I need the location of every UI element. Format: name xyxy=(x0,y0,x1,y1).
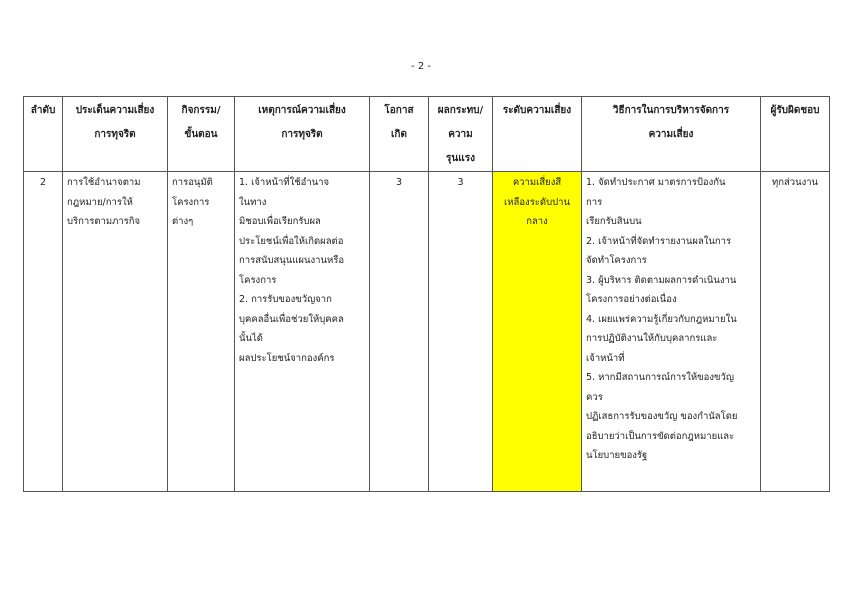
header-likelihood xyxy=(370,97,429,172)
cell-text-line: โครงการ xyxy=(172,196,210,208)
cell-text-line: อธิบายว่าเป็นการขัดต่อกฎหมายและ xyxy=(586,430,735,442)
cell-text-line: ผลกระทบ/ xyxy=(437,105,484,116)
cell-text-line: 2. เจ้าหน้าที่จัดทำรายงานผลในการ xyxy=(586,235,732,247)
cell-text-line: การทุจริต xyxy=(281,129,323,140)
cell-text-line: ความเสี่ยงสี xyxy=(512,177,562,188)
cell-text-line: โครงการอย่างต่อเนื่อง xyxy=(586,294,677,305)
cell-text-line: ทุกส่วนงาน xyxy=(771,177,819,188)
cell-text-line: การปฏิบัติงานให้กับบุคลากรและ xyxy=(586,333,718,344)
cell-text-line: ความเสี่ยง xyxy=(648,129,694,140)
cell-text-line: ผู้รับผิดชอบ xyxy=(770,105,820,116)
header-activity xyxy=(168,97,235,172)
cell-text-line: วิธีการในการบริหารจัดการ xyxy=(612,105,730,116)
cell-text-line: 5. หากมีสถานการณ์การให้ของขวัญ xyxy=(586,372,734,383)
cell-text-line: การ xyxy=(586,196,603,208)
header-risk-issue xyxy=(63,97,168,172)
cell-text-line: ปฏิเสธการรับของขวัญ ของกำนัลโดย xyxy=(586,411,738,422)
table-row xyxy=(24,172,830,492)
cell-text-line: บริการตามภารกิจ xyxy=(67,216,141,227)
cell-responsible xyxy=(761,172,830,492)
header-risk-level xyxy=(493,97,582,172)
cell-text-line: เรียกรับสินบน xyxy=(586,216,642,227)
header-no xyxy=(24,97,63,172)
cell-text-line: ควร xyxy=(586,391,603,403)
cell-text-line: เหลืองระดับปาน xyxy=(504,196,570,208)
page-number: - 2 - xyxy=(411,61,431,72)
cell-text-line: ประเด็นความเสี่ยง xyxy=(75,105,155,116)
cell-risk-events xyxy=(235,172,370,492)
cell-likelihood xyxy=(370,172,429,492)
cell-text-line: 2 xyxy=(39,177,47,188)
cell-text-line: 3 xyxy=(457,177,464,188)
cell-activity xyxy=(168,172,235,492)
cell-text-line: ความ xyxy=(448,129,473,140)
cell-text-line: การทุจริต xyxy=(94,129,136,140)
header-impact xyxy=(429,97,493,172)
cell-impact xyxy=(429,172,493,492)
cell-text-line: 4. เผยแพร่ความรู้เกี่ยวกับกฎหมายใน xyxy=(586,313,737,325)
cell-text-line: 1. เจ้าหน้าที่ใช้อำนาจ xyxy=(239,177,330,188)
cell-text-line: นโยบายของรัฐ xyxy=(586,450,648,461)
cell-text-line: 1. จัดทำประกาศ มาตรการป้องกัน xyxy=(586,177,726,188)
cell-text-line: การใช้อำนาจตาม xyxy=(67,177,141,188)
cell-text-line: จัดทำโครงการ xyxy=(586,255,647,266)
cell-risk-issue xyxy=(63,172,168,492)
cell-text-line: ลำดับ xyxy=(30,105,56,116)
cell-text-line: มิชอบเพื่อเรียกรับผล xyxy=(239,216,321,227)
cell-text-line: ขั้นตอน xyxy=(184,129,218,140)
header-risk-event xyxy=(235,97,370,172)
cell-text-line: 3 xyxy=(395,177,403,188)
table-header-row xyxy=(24,97,830,172)
cell-text-line: 2. การรับของขวัญจาก xyxy=(239,294,332,305)
cell-text-line: เจ้าหน้าที่ xyxy=(586,352,625,364)
cell-text-line: ผลประโยชน์จากองค์กร xyxy=(239,352,335,364)
cell-text-line: รุนแรง xyxy=(446,153,475,164)
header-responsible xyxy=(761,97,830,172)
cell-text-line: โอกาส xyxy=(384,105,414,116)
cell-text-line: นั้นได้ xyxy=(239,333,263,344)
cell-text-line: กิจกรรม/ xyxy=(181,105,221,116)
cell-text-line: การสนับสนุนแผนงานหรือ xyxy=(239,255,345,266)
cell-text-line: เหตุการณ์ความเสี่ยง xyxy=(258,105,346,116)
cell-text-line: กฎหมาย/การให้ xyxy=(67,196,133,208)
cell-text-line: ประโยชน์เพื่อให้เกิดผลต่อ xyxy=(239,235,344,247)
cell-risk-level xyxy=(493,172,582,492)
cell-no xyxy=(24,172,63,492)
cell-text-line: บุคคลอื่นเพื่อช่วยให้บุคคล xyxy=(239,313,344,325)
cell-text-line: เกิด xyxy=(391,129,407,140)
cell-text-line: โครงการ xyxy=(239,274,277,286)
header-risk-management xyxy=(582,97,761,172)
cell-text-line: ต่างๆ xyxy=(172,216,194,227)
cell-text-line: ในทาง xyxy=(239,196,267,208)
cell-text-line: การอนุมัติ xyxy=(172,177,213,188)
cell-text-line: 3. ผู้บริหาร ติดตามผลการดำเนินงาน xyxy=(586,274,737,286)
risk-assessment-table xyxy=(23,96,830,492)
cell-text-line: ระดับความเสี่ยง xyxy=(502,105,572,116)
cell-risk-management xyxy=(582,172,761,492)
cell-text-line: กลาง xyxy=(526,216,548,227)
